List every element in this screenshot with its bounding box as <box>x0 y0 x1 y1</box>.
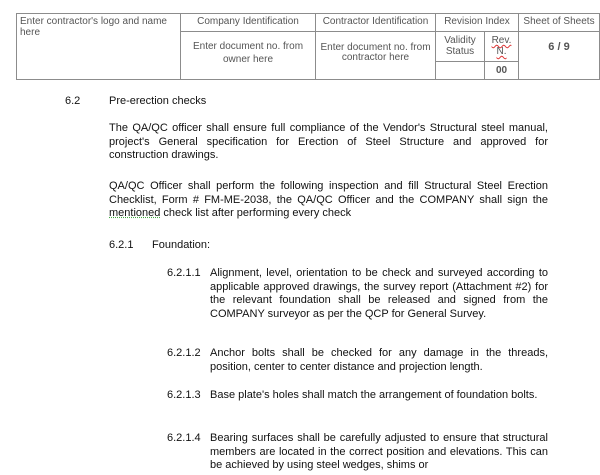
contractor-logo-placeholder[interactable]: Enter contractor's logo and name here <box>17 14 181 80</box>
item-text-6-2-1-1: Alignment, level, orientation to be check and surveyed according to applicable approved drawings, the survey report (Attachment #2) for the relevant foundation shall be released and signed from the COMPANY surveyor as per the QCP for General Survey. <box>210 267 548 320</box>
paragraph-2-part-a: QA/QC Officer shall perform the following inspection and fill Structural Steel Erection Checklist, Form # FM-ME-2038, the QA/QC Officer and the COMPANY shall sign the <box>109 180 548 206</box>
item-text-6-2-1-3: Base plate's holes shall match the arrangement of foundation bolts. <box>210 389 538 401</box>
item-text-6-2-1-4: Bearing surfaces shall be carefully adjusted to ensure that structural members are located in the correct position and elevations. This can be achieved by using steel wedges, shims or <box>210 432 548 471</box>
revision-index-label: Revision Index <box>436 14 519 32</box>
company-identification-label: Company Identification <box>181 14 316 32</box>
validity-status-label: Validity Status <box>436 32 485 62</box>
item-number-6-2-1-2: 6.2.1.2 <box>167 347 201 359</box>
sheet-of-sheets-label: Sheet of Sheets <box>519 14 600 32</box>
rev-number-value[interactable]: 00 <box>485 62 519 80</box>
rev-number-label <box>485 32 519 62</box>
rev-label-line1: Rev. <box>491 35 512 46</box>
contractor-identification-label: Contractor Identification <box>316 14 436 32</box>
validity-status-value[interactable] <box>436 62 485 80</box>
item-number-6-2-1-4: 6.2.1.4 <box>167 432 201 444</box>
spelling-flagged-word: mentioned <box>109 207 161 219</box>
section-paragraph-1: The QA/QC officer shall ensure full compliance of the Vendor's Structural steel manual, project's General specification for Erection of Steel Structure and approved for construction drawings. <box>109 122 548 161</box>
contractor-document-number-placeholder[interactable]: Enter document no. from contractor here <box>316 32 436 80</box>
item-text-6-2-1-2: Anchor bolts shall be checked for any damage in the threads, position, center to center distance and projection length. <box>210 347 548 373</box>
paragraph-2-part-b: check list after performing every check <box>160 207 352 219</box>
rev-label-line2: N. <box>496 46 507 57</box>
sheet-of-sheets-value: 6 / 9 <box>519 32 600 80</box>
document-header-table <box>16 13 600 80</box>
subsection-title: Foundation: <box>152 239 211 251</box>
section-number: 6.2 <box>65 95 81 107</box>
item-number-6-2-1-1: 6.2.1.1 <box>167 267 201 279</box>
section-paragraph-2 <box>109 180 548 221</box>
company-document-number-placeholder[interactable]: Enter document no. from owner here <box>181 32 316 80</box>
item-number-6-2-1-3: 6.2.1.3 <box>167 389 201 401</box>
subsection-number: 6.2.1 <box>109 239 134 251</box>
section-title: Pre-erection checks <box>109 95 207 107</box>
